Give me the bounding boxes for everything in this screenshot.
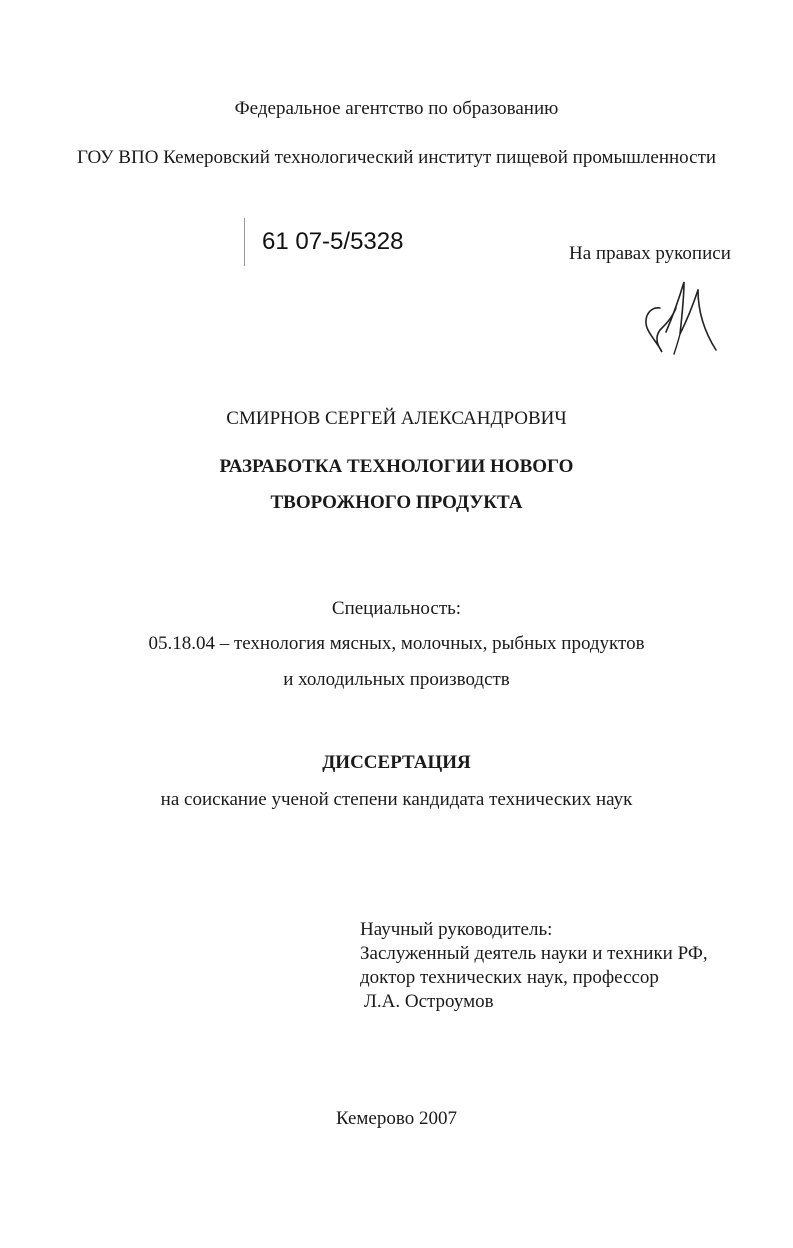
library-stamp-number: 61 07-5/5328: [262, 228, 404, 255]
specialty-line-1: 05.18.04 – технология мясных, молочных, рыбных продуктов: [148, 633, 645, 654]
specialty-label: Специальность:: [331, 598, 462, 619]
dissertation-heading: ДИССЕРТАЦИЯ: [322, 752, 471, 773]
signature-icon: [632, 268, 728, 368]
agency-name: Федеральное агентство по образованию: [234, 98, 559, 119]
supervisor-title-2: доктор технических наук, профессор: [360, 967, 659, 988]
city-year: Кемерово 2007: [336, 1108, 457, 1129]
specialty-line-2: и холодильных производств: [283, 669, 510, 690]
manuscript-rights: На правах рукописи: [569, 243, 731, 264]
dissertation-title-line-2: ТВОРОЖНОГО ПРОДУКТА: [270, 492, 523, 513]
supervisor-name: Л.А. Остроумов: [364, 991, 494, 1012]
author-name: СМИРНОВ СЕРГЕЙ АЛЕКСАНДРОВИЧ: [226, 408, 567, 429]
dissertation-title-line-1: РАЗРАБОТКА ТЕХНОЛОГИИ НОВОГО: [219, 456, 574, 477]
dissertation-subtitle: на соискание ученой степени кандидата технических наук: [160, 789, 633, 810]
stamp-divider: [244, 218, 245, 266]
institute-name: ГОУ ВПО Кемеровский технологический институт пищевой промышленности: [76, 147, 717, 168]
supervisor-title-1: Заслуженный деятель науки и техники РФ,: [360, 943, 708, 964]
supervisor-label: Научный руководитель:: [360, 919, 553, 940]
